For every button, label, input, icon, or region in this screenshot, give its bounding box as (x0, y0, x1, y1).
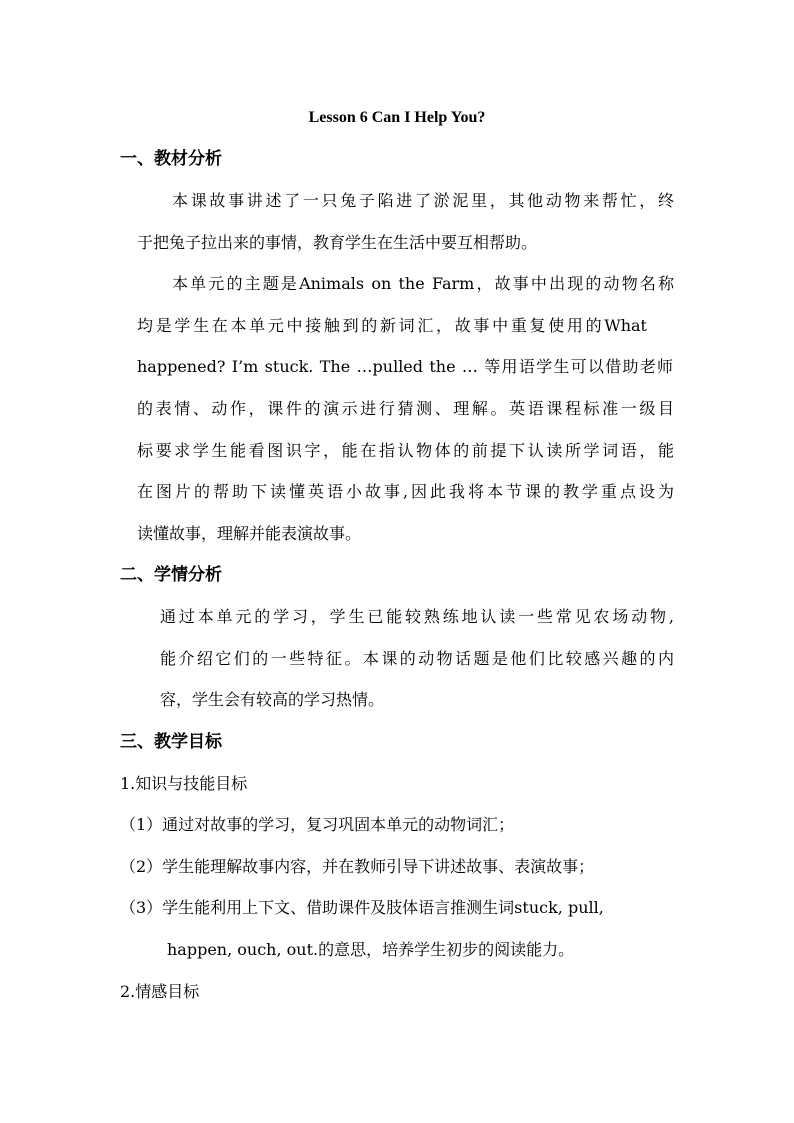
paragraph-line: 读懂故事，理解并能表演故事。 (137, 524, 362, 543)
subheading-emotional-objectives: 2.情感目标 (120, 982, 200, 1001)
objective-item-continuation: happen, ouch, out.的意思，培养学生初步的阅读能力。 (167, 940, 575, 959)
section-heading-textbook-analysis: 一、教材分析 (120, 149, 222, 169)
paragraph-line: happened? I’m stuck. The …pulled the … 等用语学生可以借助老师 (137, 357, 673, 376)
paragraph-line: 于把兔子拉出来的事情，教育学生在生活中要互相帮助。 (137, 233, 538, 252)
paragraph-line: 标要求学生能看图识字，能在指认物体的前提下认读所学词语，能 (137, 441, 674, 460)
paragraph-line: 本课故事讲述了一只兔子陷进了淤泥里，其他动物来帮忙，终 (172, 191, 674, 210)
paragraph-line: 通过本单元的学习，学生已能较熟练地认读一些常见农场动物, (160, 607, 674, 626)
objective-item: （2）学生能理解故事内容，并在教师引导下讲述故事、表演故事； (120, 857, 595, 876)
paragraph-line: 能介绍它们的一些特征。本课的动物话题是他们比较感兴趣的内 (160, 649, 674, 668)
paragraph-line: 容，学生会有较高的学习热情。 (160, 690, 385, 709)
paragraph-line: 的表情、动作，课件的演示进行猜测、理解。英语课程标准一级目 (137, 399, 674, 418)
paragraph-line: 均是学生在本单元中接触到的新词汇，故事中重复使用的What (137, 316, 647, 335)
objective-item: （3）学生能利用上下文、借助课件及肢体语言推测生词stuck, pull, (120, 898, 604, 917)
section-heading-teaching-objectives: 三、教学目标 (120, 732, 222, 752)
objective-item: （1）通过对故事的学习，复习巩固本单元的动物词汇； (120, 815, 515, 834)
document-title: Lesson 6 Can I Help You? (308, 109, 486, 126)
section-heading-student-analysis: 二、学情分析 (120, 565, 222, 585)
paragraph-line: 本单元的主题是Animals on the Farm，故事中出现的动物名称 (172, 274, 674, 293)
subheading-knowledge-skills: 1.知识与技能目标 (120, 774, 248, 793)
paragraph-line: 在图片的帮助下读懂英语小故事,因此我将本节课的教学重点设为 (137, 482, 674, 501)
